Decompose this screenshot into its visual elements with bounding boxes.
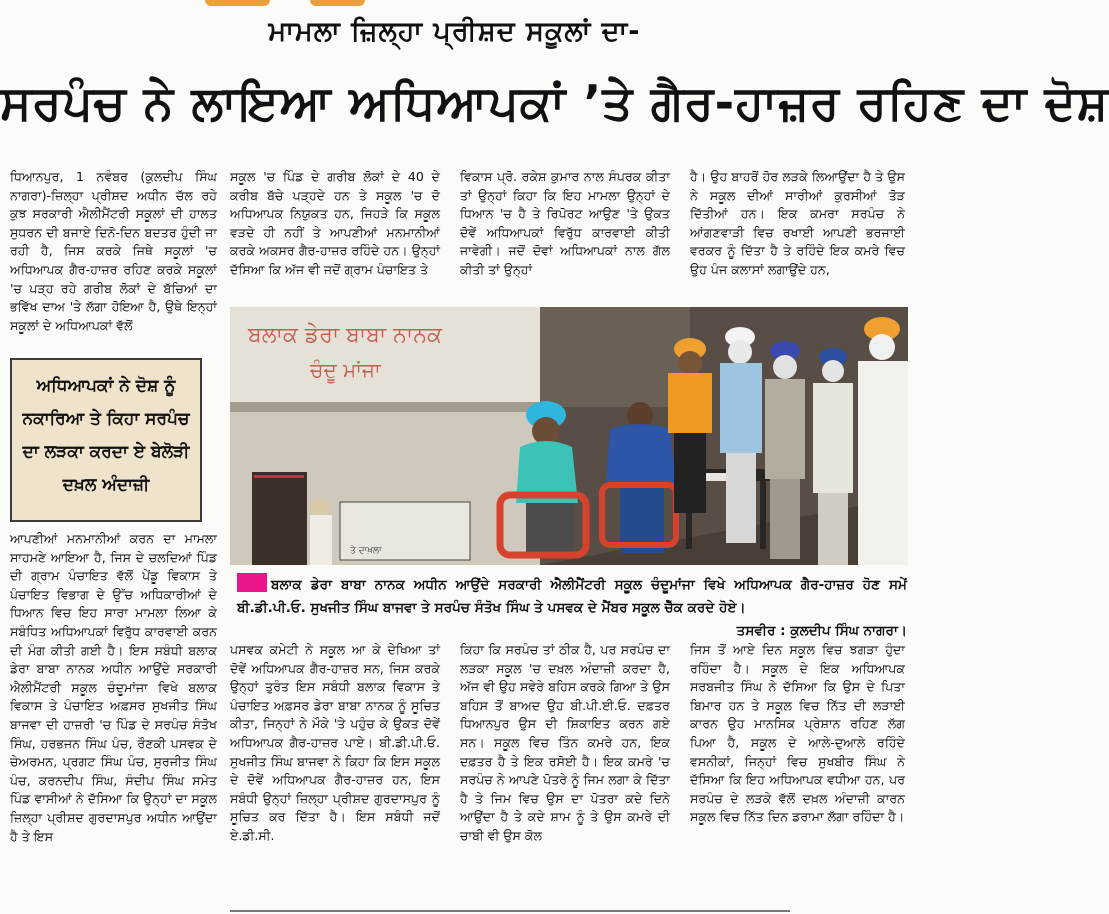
- column-text: ਸਕੂਲ 'ਚ ਪਿੰਡ ਦੇ ਗਰੀਬ ਲੋਕਾਂ ਦੇ 40 ਦੇ ਕਰੀਬ ਬੱਚੇ ਪੜ੍ਹਦੇ ਹਨ ਤੇ ਸਕੂਲ 'ਚ ਦੋ ਅਧਿਆਪਕ ਨਿਯੁਕਤ ਹਨ, ਜਿਹੜੇ ਕਿ ਸਕੂਲ ਵੜਦੇ ਹੀ ਨਹੀਂ ਤੇ ਆਪਣੀਆਂ ਮਨਮਾਨੀਆਂ ਕਰਕੇ ਅਕਸਰ ਗੈਰ-ਹਾਜ਼ਰ ਰਹਿੰਦੇ ਹਨ। ਉਨ੍ਹਾਂ ਦੱਸਿਆ ਕਿ ਅੱਜ ਵੀ ਜਦੋਂ ਗ੍ਰਾਮ ਪੰਚਾਇਤ ਤੇ: [230, 169, 440, 277]
- person-elder: [310, 498, 332, 565]
- kicker: ਮਾਮਲਾ ਜ਼ਿਲ੍ਹਾ ਪ੍ਰੀਸ਼ਦ ਸਕੂਲਾਂ ਦਾ-: [268, 16, 641, 47]
- column-4-top: [690, 168, 905, 300]
- column-divider: [230, 910, 790, 912]
- headline: ਸਰਪੰਚ ਨੇ ਲਾਇਆ ਅਧਿਆਪਕਾਂ ’ਤੇ ਗੈਰ-ਹਾਜ਼ਰ ਰਹਿਣ ਦਾ ਦੋਸ਼: [0, 76, 1109, 131]
- column-4-bottom: [690, 641, 905, 903]
- photo-credit: ਤਸਵੀਰ : ਕੁਲਦੀਪ ਸਿੰਘ ਨਾਗਰਾ।: [736, 623, 907, 639]
- column-1-bottom: [10, 530, 217, 914]
- column-text: ਵਿਕਾਸ ਪ੍ਰੋ. ਰਕੇਸ਼ ਕੁਮਾਰ ਨਾਲ ਸੰਪਰਕ ਕੀਤਾ ਤਾਂ ਉਨ੍ਹਾਂ ਕਿਹਾ ਕਿ ਇਹ ਮਾਮਲਾ ਉਨ੍ਹਾਂ ਦੇ ਧਿਆਨ 'ਚ ਹੈ ਤੇ ਰਿਪੋਰਟ ਆਉਣ 'ਤੇ ਉਕਤ ਦੋਵੇਂ ਅਧਿਆਪਕਾਂ ਵਿਰੁੱਧ ਕਾਰਵਾਈ ਕੀਤੀ ਜਾਵੇਗੀ। ਜਦੋਂ ਦੋਵਾਂ ਅਧਿਆਪਕਾਂ ਨਾਲ ਗੱਲ ਕੀਤੀ ਤਾਂ ਉਨ੍ਹਾਂ: [460, 169, 670, 277]
- photo-caption: [237, 573, 907, 643]
- column-text: ਕਿਹਾ ਕਿ ਸਰਪੰਚ ਤਾਂ ਠੀਕ ਹੈ, ਪਰ ਸਰਪੰਚ ਦਾ ਲੜਕਾ ਸਕੂਲ 'ਚ ਦਖ਼ਲ ਅੰਦਾਜ਼ੀ ਕਰਦਾ ਹੈ, ਅੱਜ ਵੀ ਉਹ ਸਵੇਰੇ ਬਹਿਸ ਕਰਕੇ ਗਿਆ ਤੇ ਉਸ ਬਹਿਸ ਤੋਂ ਬਾਅਦ ਉਹ ਬੀ.ਪੀ.ਈ.ਓ. ਦਫ਼ਤਰ ਧਿਆਨਪੁਰ ਉਸ ਦੀ ਸ਼ਿਕਾਇਤ ਕਰਨ ਗਏ ਸਨ। ਸਕੂਲ ਵਿਚ ਤਿੰਨ ਕਮਰੇ ਹਨ, ਇਕ ਦਫ਼ਤਰ ਹੈ ਤੇ ਇਕ ਰਸੋਈ ਹੈ। ਇਕ ਕਮਰੇ 'ਚ ਸਰਪੰਚ ਨੇ ਆਪਣੇ ਪੋਤਰੇ ਨੂੰ ਜਿਮ ਲਗਾ ਕੇ ਦਿੱਤਾ ਹੈ ਤੇ ਜਿਮ ਵਿਚ ਉਸ ਦਾ ਪੋਤਰਾ ਕਦੇ ਦਿਨੇ ਆਉਂਦਾ ਹੈ ਤੇ ਕਦੇ ਸ਼ਾਮ ਨੂੰ ਤੇ ਉਸ ਕਮਰੇ ਦੀ ਚਾਬੀ ਵੀ ਉਸ ਕੋਲ: [460, 642, 670, 843]
- caption-marker: [237, 573, 267, 592]
- news-photo: [230, 307, 908, 565]
- column-text: ਜਿਸ ਤੋਂ ਆਏ ਦਿਨ ਸਕੂਲ ਵਿਚ ਝਗੜਾ ਹੁੰਦਾ ਰਹਿੰਦਾ ਹੈ। ਸਕੂਲ ਦੇ ਇਕ ਅਧਿਆਪਕ ਸਰਬਜੀਤ ਸਿੰਘ ਨੇ ਦੱਸਿਆ ਕਿ ਉਸ ਦੇ ਪਿਤਾ ਬਿਮਾਰ ਹਨ ਤੇ ਸਕੂਲ ਵਿਚ ਨਿੱਤ ਦੀ ਲੜਾਈ ਕਾਰਨ ਉਹ ਮਾਨਸਿਕ ਪ੍ਰੇਸ਼ਾਨ ਰਹਿਣ ਲੱਗ ਪਿਆ ਹੈ, ਸਕੂਲ ਦੇ ਆਲੇ-ਦੁਆਲੇ ਰਹਿੰਦੇ ਵਸਨੀਕਾਂ, ਜਿਨ੍ਹਾਂ ਵਿਚ ਸੁਖਬੀਰ ਸਿੰਘ ਨੇ ਦੱਸਿਆ ਕਿ ਇਹ ਅਧਿਆਪਕ ਵਧੀਆ ਹਨ, ਪਰ ਸਰਪੰਚ ਦੇ ਲੜਕੇ ਵੱਲੋਂ ਦਖ਼ਲ ਅੰਦਾਜ਼ੀ ਕਾਰਨ ਸਕੂਲ ਵਿਚ ਨਿੱਤ ਦਿਨ ਡਰਾਮਾ ਲੱਗਾ ਰਹਿੰਦਾ ਹੈ।: [690, 642, 905, 825]
- pull-quote: [10, 358, 202, 522]
- pull-quote-text: ਅਧਿਆਪਕਾਂ ਨੇ ਦੋਸ਼ ਨੂੰ ਨਕਾਰਿਆ ਤੇ ਕਿਹਾ ਸਰਪੰਚ ਦਾ ਲੜਕਾ ਕਰਦਾ ਏ ਬੇਲੋੜੀ ਦਖ਼ਲ ਅੰਦਾਜ਼ੀ: [22, 376, 190, 495]
- photo-notice-text: ਤੇ ਦਾਖ਼ਲਾ: [350, 546, 382, 556]
- column-1-top: [10, 168, 217, 353]
- masthead-decoration: [205, 0, 270, 6]
- photo-wall-text: ਬਲਾਕ ਡੇਰਾ ਬਾਬਾ ਨਾਨਕ: [248, 323, 442, 348]
- masthead-decoration: [310, 0, 365, 6]
- column-2-bottom: [230, 641, 440, 903]
- column-2-top: [230, 168, 440, 300]
- column-3-top: [460, 168, 670, 300]
- caption-text: ਬਲਾਕ ਡੇਰਾ ਬਾਬਾ ਨਾਨਕ ਅਧੀਨ ਆਉਂਦੇ ਸਰਕਾਰੀ ਐਲੀਮੈਂਟਰੀ ਸਕੂਲ ਚੰਦੂਮਾਂਜਾ ਵਿਖੇ ਅਧਿਆਪਕ ਗੈਰ-ਹਾਜ਼ਰ ਹੋਣ ਸਮੇਂ ਬੀ.ਡੀ.ਪੀ.ਓ. ਸੁਖਜੀਤ ਸਿੰਘ ਬਾਜਵਾ ਤੇ ਸਰਪੰਚ ਸੰਤੋਖ ਸਿੰਘ ਤੇ ਪਸਵਕ ਦੇ ਮੈਂਬਰ ਸਕੂਲ ਚੈੱਕ ਕਰਦੇ ਹੋਏ।: [237, 577, 907, 616]
- column-text: ਆਪਣੀਆਂ ਮਨਮਾਨੀਆਂ ਕਰਨ ਦਾ ਮਾਮਲਾ ਸਾਹਮਣੇ ਆਇਆ ਹੈ, ਜਿਸ ਦੇ ਚਲਦਿਆਂ ਪਿੰਡ ਦੀ ਗ੍ਰਾਮ ਪੰਚਾਇਤ ਵੱਲੋਂ ਪੇਂਡੂ ਵਿਕਾਸ ਤੇ ਪੰਚਾਇਤ ਵਿਭਾਗ ਦੇ ਉੱਚ ਅਧਿਕਾਰੀਆਂ ਦੇ ਧਿਆਨ ਵਿਚ ਇਹ ਸਾਰਾ ਮਾਮਲਾ ਲਿਆ ਕੇ ਸਬੰਧਿਤ ਅਧਿਆਪਕਾਂ ਵਿਰੁੱਧ ਕਾਰਵਾਈ ਕਰਨ ਦੀ ਮੰਗ ਕੀਤੀ ਗਈ ਹੈ। ਇਸ ਸਬੰਧੀ ਬਲਾਕ ਡੇਰਾ ਬਾਬਾ ਨਾਨਕ ਅਧੀਨ ਆਉਂਦੇ ਸਰਕਾਰੀ ਐਲੀਮੈਂਟਰੀ ਸਕੂਲ ਚੰਦੂਮਾਂਜਾ ਵਿਖੇ ਬਲਾਕ ਵਿਕਾਸ ਤੇ ਪੰਚਾਇਤ ਅਫ਼ਸਰ ਸੁਖਜੀਤ ਸਿੰਘ ਬਾਜਵਾ ਦੀ ਹਾਜ਼ਰੀ 'ਚ ਪਿੰਡ ਦੇ ਸਰਪੰਚ ਸੰਤੋਖ ਸਿੰਘ, ਹਰਭਜਨ ਸਿੰਘ ਪੰਚ, ਰੌਣਕੀ ਪਸਵਕ ਦੇ ਚੇਅਰਮਨ, ਪ੍ਰਗਟ ਸਿੰਘ ਪੰਚ, ਸੁਰਜੀਤ ਸਿੰਘ ਪੰਚ, ਕਰਨਦੀਪ ਸਿੰਘ, ਸੰਦੀਪ ਸਿੰਘ ਸਮੇਤ ਪਿੰਡ ਵਾਸੀਆਂ ਨੇ ਦੱਸਿਆ ਕਿ ਉਨ੍ਹਾਂ ਦਾ ਸਕੂਲ ਜ਼ਿਲ੍ਹਾ ਪ੍ਰੀਸ਼ਦ ਗੁਰਦਾਸਪੁਰ ਅਧੀਨ ਆਉਂਦਾ ਹੈ ਤੇ ਇਸ: [10, 531, 217, 844]
- photo-wall-text-2: ਚੰਦੂ ਮਾਂਜਾ: [310, 358, 381, 382]
- column-text: ਹੈ। ਉਹ ਬਾਹਰੋਂ ਹੋਰ ਲੜਕੇ ਲਿਆਉਂਦਾ ਹੈ ਤੇ ਉਸ ਨੇ ਸਕੂਲ ਦੀਆਂ ਸਾਰੀਆਂ ਕੁਰਸੀਆਂ ਤੋੜ ਦਿੱਤੀਆਂ ਹਨ। ਇਕ ਕਮਰਾ ਸਰਪੰਚ ਨੇ ਆਂਗਣਵਾੜੀ ਵਿਚ ਰਖਾਈ ਆਪਣੀ ਭਰਜਾਈ ਵਰਕਰ ਨੂੰ ਦਿੱਤਾ ਹੈ ਤੇ ਰਹਿੰਦੇ ਇਕ ਕਮਰੇ ਵਿਚ ਉਹ ਪੰਜ ਕਲਾਸਾਂ ਲਗਾਉਂਦੇ ਹਨ,: [690, 169, 905, 277]
- column-text: ਧਿਆਨਪੁਰ, 1 ਨਵੰਬਰ (ਕੁਲਦੀਪ ਸਿੰਘ ਨਾਗਰਾ)-ਜ਼ਿਲ੍ਹਾ ਪ੍ਰੀਸ਼ਦ ਅਧੀਨ ਚੱਲ ਰਹੇ ਕੁਝ ਸਰਕਾਰੀ ਐਲੀਮੈਂਟਰੀ ਸਕੂਲਾਂ ਦੀ ਹਾਲਤ ਸੁਧਰਨ ਦੀ ਬਜਾਏ ਦਿਨੋ-ਦਿਨ ਬਦਤਰ ਹੁੰਦੀ ਜਾ ਰਹੀ ਹੈ, ਜਿਸ ਕਰਕੇ ਜਿਥੇ ਸਕੂਲਾਂ 'ਚ ਅਧਿਆਪਕ ਗੈਰ-ਹਾਜ਼ਰ ਰਹਿਣ ਕਰਕੇ ਸਕੂਲਾਂ 'ਚ ਪੜ੍ਹ ਰਹੇ ਗਰੀਬ ਲੋਕਾਂ ਦੇ ਬੱਚਿਆਂ ਦਾ ਭਵਿੱਖ ਦਾਅ 'ਤੇ ਲੱਗਾ ਹੋਇਆ ਹੈ, ਉਥੇ ਇਨ੍ਹਾਂ ਸਕੂਲਾਂ ਦੇ ਅਧਿਆਪਕਾਂ ਵੱਲੋਂ: [10, 169, 217, 333]
- column-3-bottom: [460, 641, 670, 903]
- column-text: ਪਸਵਕ ਕਮੇਟੀ ਨੇ ਸਕੂਲ ਆ ਕੇ ਦੇਖਿਆ ਤਾਂ ਦੋਵੇਂ ਅਧਿਆਪਕ ਗੈਰ-ਹਾਜ਼ਰ ਸਨ, ਜਿਸ ਕਰਕੇ ਉਨ੍ਹਾਂ ਤੁਰੰਤ ਇਸ ਸਬੰਧੀ ਬਲਾਕ ਵਿਕਾਸ ਤੇ ਪੰਚਾਇਤ ਅਫ਼ਸਰ ਡੇਰਾ ਬਾਬਾ ਨਾਨਕ ਨੂੰ ਸੂਚਿਤ ਕੀਤਾ, ਜਿਨ੍ਹਾਂ ਨੇ ਮੌਕੇ 'ਤੇ ਪਹੁੰਚ ਕੇ ਉਕਤ ਦੋਵੇਂ ਅਧਿਆਪਕ ਗੈਰ-ਹਾਜ਼ਰ ਪਾਏ। ਬੀ.ਡੀ.ਪੀ.ਓ. ਸੁਖਜੀਤ ਸਿੰਘ ਬਾਜਵਾ ਨੇ ਕਿਹਾ ਕਿ ਇਸ ਸਕੂਲ ਦੇ ਦੋਵੇਂ ਅਧਿਆਪਕ ਗੈਰ-ਹਾਜ਼ਰ ਹਨ, ਇਸ ਸਬੰਧੀ ਉਨ੍ਹਾਂ ਜ਼ਿਲ੍ਹਾ ਪ੍ਰੀਸ਼ਦ ਗੁਰਦਾਸਪੁਰ ਨੂੰ ਸੂਚਿਤ ਕਰ ਦਿੱਤਾ ਹੈ। ਇਸ ਸਬੰਧੀ ਜਦੋਂ ਏ.ਡੀ.ਸੀ.: [230, 642, 440, 843]
